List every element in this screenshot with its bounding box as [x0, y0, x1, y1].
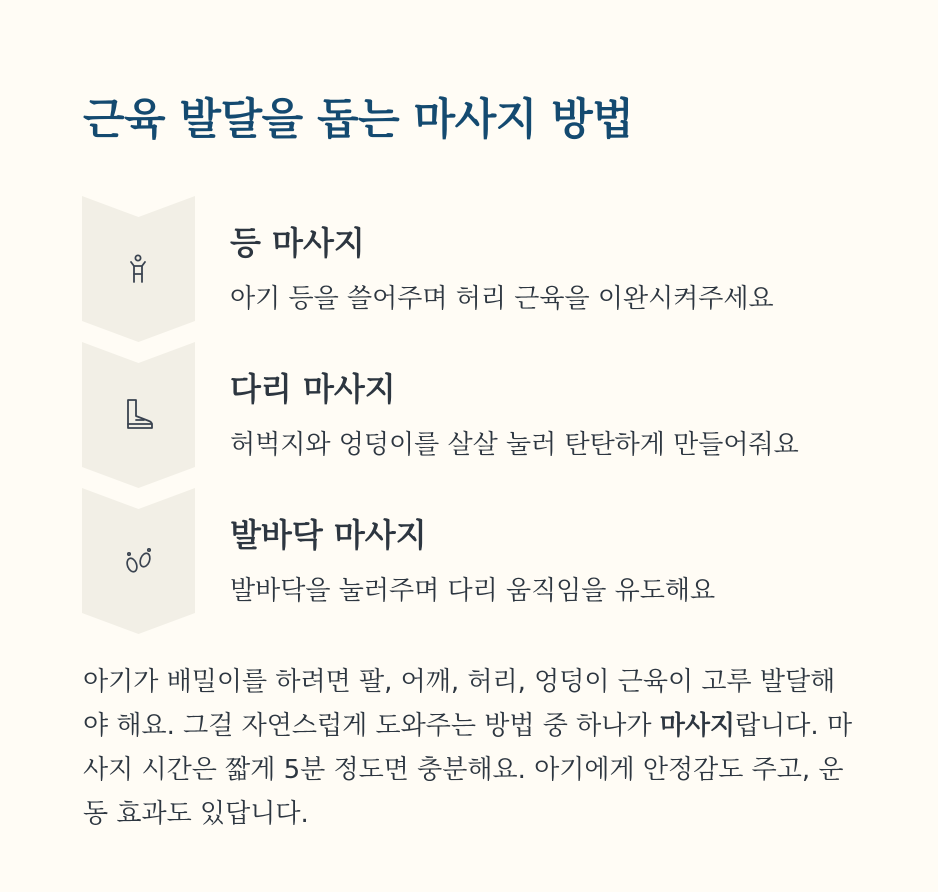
- step-back-massage: [82, 196, 882, 342]
- step-description: 아기 등을 쓸어주며 허리 근육을 이완시켜주세요: [230, 284, 774, 314]
- step-leg-massage: [82, 342, 882, 488]
- paragraph-highlight: 마사지: [659, 711, 736, 741]
- page-title: 근육 발달을 돕는 마사지 방법: [83, 95, 634, 145]
- boot-icon: [118, 394, 158, 434]
- paragraph-text-before: 아기가 배밀이를 하려면 팔, 어깨, 허리, 엉덩이 근육이 고루 발달해야 해요. 그걸 자연스럽게 도와주는 방법 중 하나가: [83, 667, 836, 741]
- paragraph-text-after: 랍니다. 마사지 시간은 짧게 5분 정도면 충분해요. 아기에게 안정감도 주고, 운동 효과도 있답니다.: [83, 711, 853, 829]
- footprints-icon: [118, 540, 158, 580]
- step-description: 허벅지와 엉덩이를 살살 눌러 탄탄하게 만들어줘요: [230, 430, 799, 460]
- step-description: 발바닥을 눌러주며 다리 움직임을 유도해요: [230, 576, 716, 606]
- intro-paragraph: [83, 660, 853, 836]
- baby-figure-icon: [118, 248, 158, 288]
- step-sole-massage: [82, 488, 882, 634]
- step-title: 등 마사지: [230, 224, 365, 262]
- step-title: 발바닥 마사지: [230, 516, 427, 554]
- step-title: 다리 마사지: [230, 370, 396, 408]
